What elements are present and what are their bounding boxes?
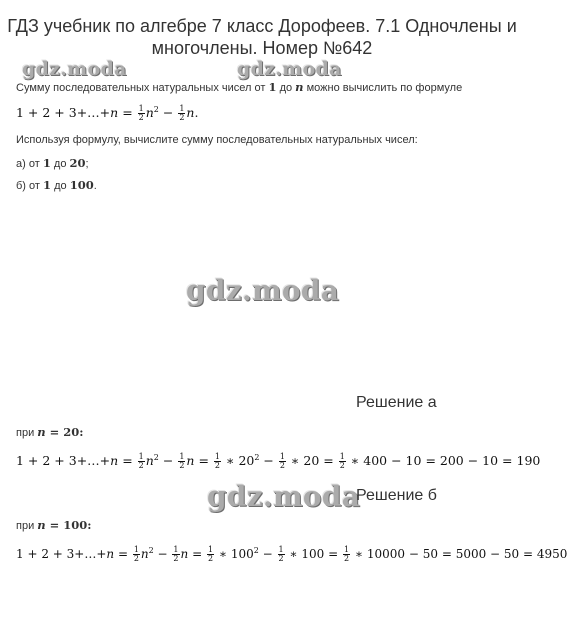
calc-value: 20	[238, 453, 255, 469]
task-intro-from: 1	[268, 80, 277, 94]
fraction-den: 2	[133, 554, 139, 563]
item-b-prefix: б) от	[16, 180, 40, 192]
calc-n: n	[106, 547, 115, 561]
calc-times: ∗	[285, 547, 302, 561]
fraction-num: 1	[344, 545, 350, 554]
fraction-den: 2	[138, 113, 144, 123]
calc-value: 100	[301, 547, 325, 561]
exponent: 2	[153, 105, 159, 114]
calc-lhs: 1 + 2 + 3+…+	[16, 453, 111, 469]
fraction-num: 1	[279, 452, 285, 462]
item-b-mid: до	[54, 180, 67, 192]
fraction-half	[279, 453, 286, 470]
fraction-den: 2	[278, 554, 284, 563]
fraction-half	[133, 546, 140, 563]
calc-times: ∗	[215, 547, 231, 561]
fraction-den: 2	[179, 113, 185, 123]
watermark: gdz.moda	[186, 274, 340, 307]
fraction-half	[339, 453, 346, 470]
fraction-half	[278, 546, 285, 563]
item-b-end: .	[93, 180, 97, 192]
calc-minus: −	[153, 547, 172, 561]
calc-eq: =	[188, 547, 206, 561]
exponent: 2	[253, 546, 259, 555]
fraction-num: 1	[207, 545, 214, 554]
calc-eq: =	[319, 453, 338, 469]
fraction-num: 1	[179, 104, 185, 114]
page-title-line-2: многочлены. Номер №642	[151, 38, 373, 58]
item-a-end: ;	[85, 158, 89, 170]
item-a-from: 1	[42, 156, 51, 170]
fraction-half	[343, 546, 350, 563]
fraction-num: 1	[214, 452, 220, 462]
fraction-num: 1	[133, 545, 139, 554]
fraction-half	[178, 453, 185, 470]
solution-b-given	[16, 518, 92, 532]
exponent: 2	[254, 453, 260, 462]
calc-times: ∗	[221, 453, 239, 469]
calc-minus: −	[158, 453, 178, 469]
watermark: gdz.moda	[22, 58, 127, 80]
formula-n: n	[186, 105, 195, 121]
item-b-to: 100	[69, 178, 94, 192]
solution-b-calculation	[16, 546, 567, 563]
item-b-from: 1	[43, 178, 52, 192]
calc-times: ∗	[346, 453, 364, 469]
formula-eq: =	[118, 105, 137, 121]
exponent: 2	[153, 453, 159, 462]
page-title	[0, 15, 524, 59]
task-item-a	[16, 156, 89, 170]
fraction-den: 2	[138, 461, 144, 471]
given-var: n	[37, 425, 46, 439]
fraction-den: 2	[173, 554, 179, 563]
calc-result: 400 − 10 = 200 − 10 = 190	[363, 453, 541, 469]
task-intro-text: Сумму последовательных натуральных чисел от	[16, 82, 266, 94]
given-eq: = 20:	[45, 425, 84, 439]
calc-eq: =	[114, 547, 132, 561]
item-a-mid: до	[53, 158, 67, 170]
given-eq: = 100:	[45, 518, 92, 532]
fraction-num: 1	[278, 545, 284, 554]
item-a-prefix: а) от	[16, 158, 40, 170]
calc-n: n	[110, 453, 119, 469]
task-item-b	[16, 178, 97, 192]
task-intro-after: можно вычислить по формуле	[306, 82, 463, 94]
calc-times: ∗	[286, 453, 304, 469]
fraction-num: 1	[173, 545, 179, 554]
fraction-half	[138, 453, 145, 470]
fraction-den: 2	[214, 461, 220, 471]
solution-a-calculation	[16, 453, 540, 470]
fraction-den: 2	[207, 554, 214, 563]
fraction-half	[138, 105, 145, 122]
formula-lhs: 1 + 2 + 3+…+	[16, 105, 111, 121]
sum-formula	[16, 105, 198, 122]
calc-eq: =	[324, 547, 342, 561]
calc-result: 10000 − 50 = 5000 − 50 = 4950	[366, 547, 567, 561]
solution-a-heading: Решение а	[356, 394, 437, 411]
calc-n: n	[140, 547, 149, 561]
page-title-line-1: ГДЗ учебник по алгебре 7 класс Дорофеев. 7.1 Одночлены и	[7, 16, 517, 36]
calc-eq: =	[118, 453, 137, 469]
calc-value: 20	[303, 453, 320, 469]
calc-lhs: 1 + 2 + 3+…+	[16, 547, 107, 561]
fraction-den: 2	[179, 461, 185, 471]
formula-dot: .	[194, 105, 199, 121]
task-instruction: Используя формулу, вычислите сумму последовательных натуральных чисел:	[16, 134, 418, 146]
fraction-num: 1	[138, 452, 144, 462]
calc-minus: −	[258, 547, 277, 561]
fraction-num: 1	[138, 104, 144, 114]
fraction-half	[172, 546, 179, 563]
fraction-half	[178, 105, 185, 122]
fraction-num: 1	[339, 452, 345, 462]
formula-n: n	[110, 105, 119, 121]
fraction-half	[207, 546, 214, 563]
task-intro	[16, 80, 462, 94]
solution-a-given	[16, 425, 84, 439]
exponent: 2	[148, 546, 154, 555]
calc-value: 100	[230, 547, 254, 561]
calc-eq: =	[194, 453, 213, 469]
formula-minus: −	[158, 105, 178, 121]
fraction-den: 2	[344, 554, 350, 563]
formula-n: n	[145, 105, 154, 121]
calc-n: n	[186, 453, 195, 469]
item-a-to: 20	[69, 156, 86, 170]
calc-times: ∗	[351, 547, 367, 561]
task-intro-mid: до	[279, 82, 293, 94]
given-prefix: при	[16, 427, 35, 439]
fraction-num: 1	[179, 452, 185, 462]
fraction-den: 2	[339, 461, 345, 471]
given-var: n	[37, 518, 46, 532]
given-prefix: при	[16, 520, 35, 532]
fraction-half	[214, 453, 221, 470]
solution-b-heading: Решение б	[356, 487, 437, 504]
fraction-den: 2	[279, 461, 285, 471]
watermark: gdz.moda	[207, 480, 361, 513]
task-intro-var: n	[295, 80, 304, 94]
watermark: gdz.moda	[237, 58, 342, 80]
calc-n: n	[180, 547, 189, 561]
calc-minus: −	[259, 453, 278, 469]
calc-n: n	[145, 453, 154, 469]
